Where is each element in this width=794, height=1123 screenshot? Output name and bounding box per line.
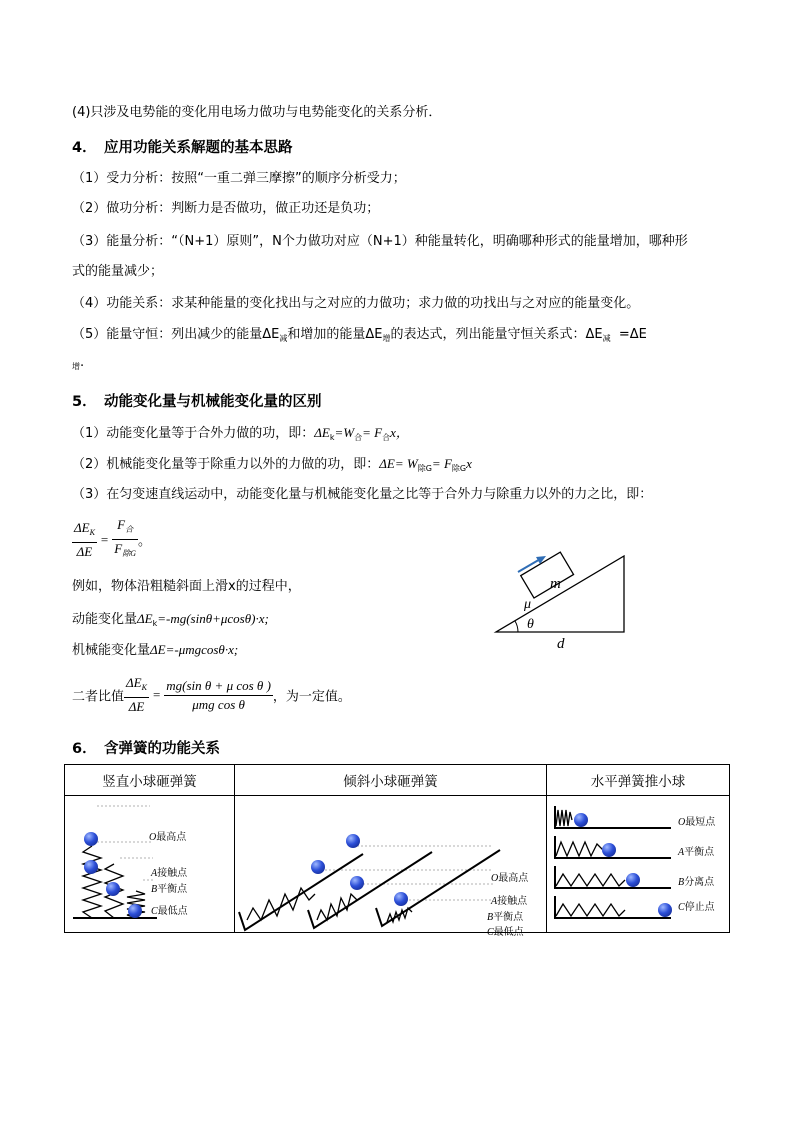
ratio2-left-num-sub: K: [141, 683, 147, 692]
section-5-item-1: [72, 424, 409, 447]
vertical-label-a: A接触点: [151, 868, 188, 879]
paragraph-item-4: (4)只涉及电势能的变化用电场力做功与电势能变化的关系分析．: [72, 105, 442, 120]
h-ball-c: [658, 903, 672, 917]
ratio2-end: ，为一定值。: [272, 689, 351, 705]
item5-rest: 的表达式，列出能量守恒关系式：ΔE: [390, 327, 603, 342]
ratio-right-num: F: [117, 517, 126, 532]
ek-formula: ΔE: [137, 611, 153, 626]
section-6-heading: [72, 737, 220, 758]
item1-mid2: = F: [362, 425, 383, 440]
ratio2-right-fraction: [164, 677, 273, 714]
e-label: 机械能变化量: [72, 643, 151, 658]
ball-c: [128, 904, 142, 918]
section-5-title: 动能变化量与机械能变化量的区别: [104, 394, 322, 410]
h-spring-4: [556, 904, 625, 916]
spring-table: [64, 764, 730, 938]
item5-sub-jian-2: 减: [602, 334, 611, 343]
section-4-item-3: （3）能量分析：“（N+1）原则”，N个力做功对应（N+1）种能量转化，明确哪种形式的能量增加，哪种形: [72, 234, 688, 249]
angle-arc: [515, 621, 518, 632]
horizontal-label-o: O最短点: [678, 817, 716, 828]
d-label: d: [557, 636, 565, 652]
item1-mid: =W: [334, 425, 355, 440]
section-4-item-1: （1）受力分析：按照“一重二弹三摩擦”的顺序分析受力；: [72, 171, 406, 186]
item2-pre: （2）机械能变化量等于除重力以外的力做的功，即：: [72, 457, 380, 472]
h-spring-1: [556, 810, 572, 826]
spring-1: [83, 846, 101, 918]
item5-sub-jian: 减: [279, 334, 288, 343]
ratio2-pre: 二者比值: [72, 689, 125, 705]
ratio-right-fraction: [112, 516, 138, 563]
ratio-right-den: F: [114, 541, 123, 556]
ratio-end: 。: [138, 534, 152, 549]
section-6-number: 6．: [72, 741, 97, 757]
item5-sub-zeng-2: 增: [72, 362, 80, 371]
e-change-line: [72, 641, 238, 660]
ball-o: [84, 832, 98, 846]
theta-label: θ: [527, 617, 534, 632]
section-5-item-3: （3）在匀变速直线运动中，动能变化量与机械能变化量之比等于合外力与除重力以外的力之比，即：: [72, 487, 653, 502]
item2-x: x: [466, 456, 472, 471]
vertical-label-c: C最低点: [151, 906, 188, 917]
vertical-label-b: B平衡点: [151, 884, 188, 895]
e-formula: ΔE=-μmgcosθ·x;: [150, 642, 239, 657]
col-vertical-header: 竖直小球砸弹簧: [65, 765, 235, 796]
col-incline-header: 倾斜小球砸弹簧: [235, 765, 547, 796]
item2-sub2: 除G: [451, 464, 467, 473]
ratio2-equation: [72, 674, 351, 716]
ball-b: [106, 882, 120, 896]
equals-sign: =: [100, 531, 109, 547]
item5-mid: 和增加的能量ΔE: [287, 327, 383, 342]
ek-label: 动能变化量: [72, 612, 138, 627]
ratio2-right-den: μmg cos θ: [192, 696, 245, 712]
ek-change-line: [72, 610, 269, 633]
ratio-right-num-sub: 合: [125, 525, 134, 534]
incline-ball-b: [350, 876, 364, 890]
horizontal-label-c: C停止点: [678, 902, 715, 913]
spring-table-header: [65, 765, 730, 796]
ek-sub: k: [152, 619, 158, 628]
h-spring-2: [556, 842, 603, 856]
mu-label: μ: [524, 597, 532, 612]
section-4-heading: [72, 136, 293, 157]
incline-diagram: [490, 548, 640, 653]
incline-label-a: A接触点: [491, 896, 528, 907]
incline-label-o: O最高点: [491, 873, 529, 884]
spring-table-row: [65, 796, 730, 933]
section-4-item-2: （2）做功分析：判断力是否做功，做正功还是负功；: [72, 201, 380, 216]
item2-mid: = F: [431, 456, 452, 471]
item1-pre: （1）动能变化量等于合外力做的功，即：: [72, 426, 315, 441]
ratio-equation: [72, 516, 151, 563]
block-mass-label: m: [550, 576, 561, 592]
section-4-number: 4．: [72, 140, 97, 156]
ratio-left-num: ΔE: [74, 519, 90, 535]
ratio2-left-num: ΔE: [126, 675, 142, 690]
ek-rest: =-mg(sinθ+μcosθ)·x;: [157, 611, 269, 626]
ball-a: [84, 860, 98, 874]
section-4-item-4: （4）功能关系：求某种能量的变化找出与之对应的力做功；求力做的功找出与之对应的能量变化。: [72, 296, 640, 311]
incline-ball-c: [394, 892, 408, 906]
section-4-item-3-cont: 式的能量减少；: [72, 264, 164, 279]
cell-horizontal: [547, 796, 730, 933]
section-5-number: 5．: [72, 394, 97, 410]
item5-eq: =ΔE: [618, 327, 647, 342]
ratio2-left-den: ΔE: [128, 699, 145, 714]
horizontal-label-a: A平衡点: [678, 847, 715, 858]
section-4-title: 应用功能关系解题的基本思路: [104, 140, 293, 156]
item2-formula: ΔE= W: [379, 456, 418, 471]
incline-ball-a: [311, 860, 325, 874]
ratio-left-fraction: [72, 519, 97, 561]
item1-sub-he2: 合: [382, 433, 391, 442]
section-4-item-5: [72, 326, 647, 348]
incline-label-b: B平衡点: [487, 912, 524, 923]
item1-formula: ΔE: [314, 425, 330, 440]
ratio2-right-num: mg(sin θ + μ cos θ ): [164, 677, 273, 696]
ratio-right-den-sub: 除G: [122, 549, 136, 558]
vertical-label-o: O最高点: [149, 832, 187, 843]
item5-sub-zeng: 增: [382, 334, 391, 343]
ratio-left-num-sub: K: [89, 527, 95, 537]
item1-x: x，: [390, 425, 409, 440]
item1-sub-he: 合: [354, 433, 363, 442]
item5-text: （5）能量守恒：列出减少的能量ΔE: [72, 327, 280, 342]
section-5-item-2: [72, 455, 472, 478]
col-horizontal-header: 水平弹簧推小球: [547, 765, 730, 796]
ratio-left-den: ΔE: [76, 543, 93, 559]
incline-spring-1: [247, 888, 315, 920]
equals-sign-2: =: [152, 687, 161, 702]
h-ball-b: [626, 873, 640, 887]
incline-ball-o: [346, 834, 360, 848]
h-spring-3: [556, 874, 625, 886]
incline-spring-2: [317, 894, 357, 920]
cell-incline: [235, 796, 547, 938]
section-4-item-5-cont: [72, 354, 84, 376]
cell-vertical: [65, 796, 235, 933]
item2-sub: 除G: [417, 464, 432, 473]
section-6-title: 含弹簧的功能关系: [104, 741, 220, 757]
ratio2-left-fraction: [124, 674, 149, 716]
h-ball-o: [574, 813, 588, 827]
example-text: 例如，物体沿粗糙斜面上滑x的过程中，: [72, 579, 301, 594]
section-5-heading: [72, 390, 322, 411]
h-ball-a: [602, 843, 616, 857]
item1-sub-k: k: [329, 433, 335, 442]
horizontal-label-b: B分离点: [678, 877, 715, 888]
incline-label-c: C最低点: [487, 927, 524, 938]
item5-end: .: [80, 355, 85, 370]
